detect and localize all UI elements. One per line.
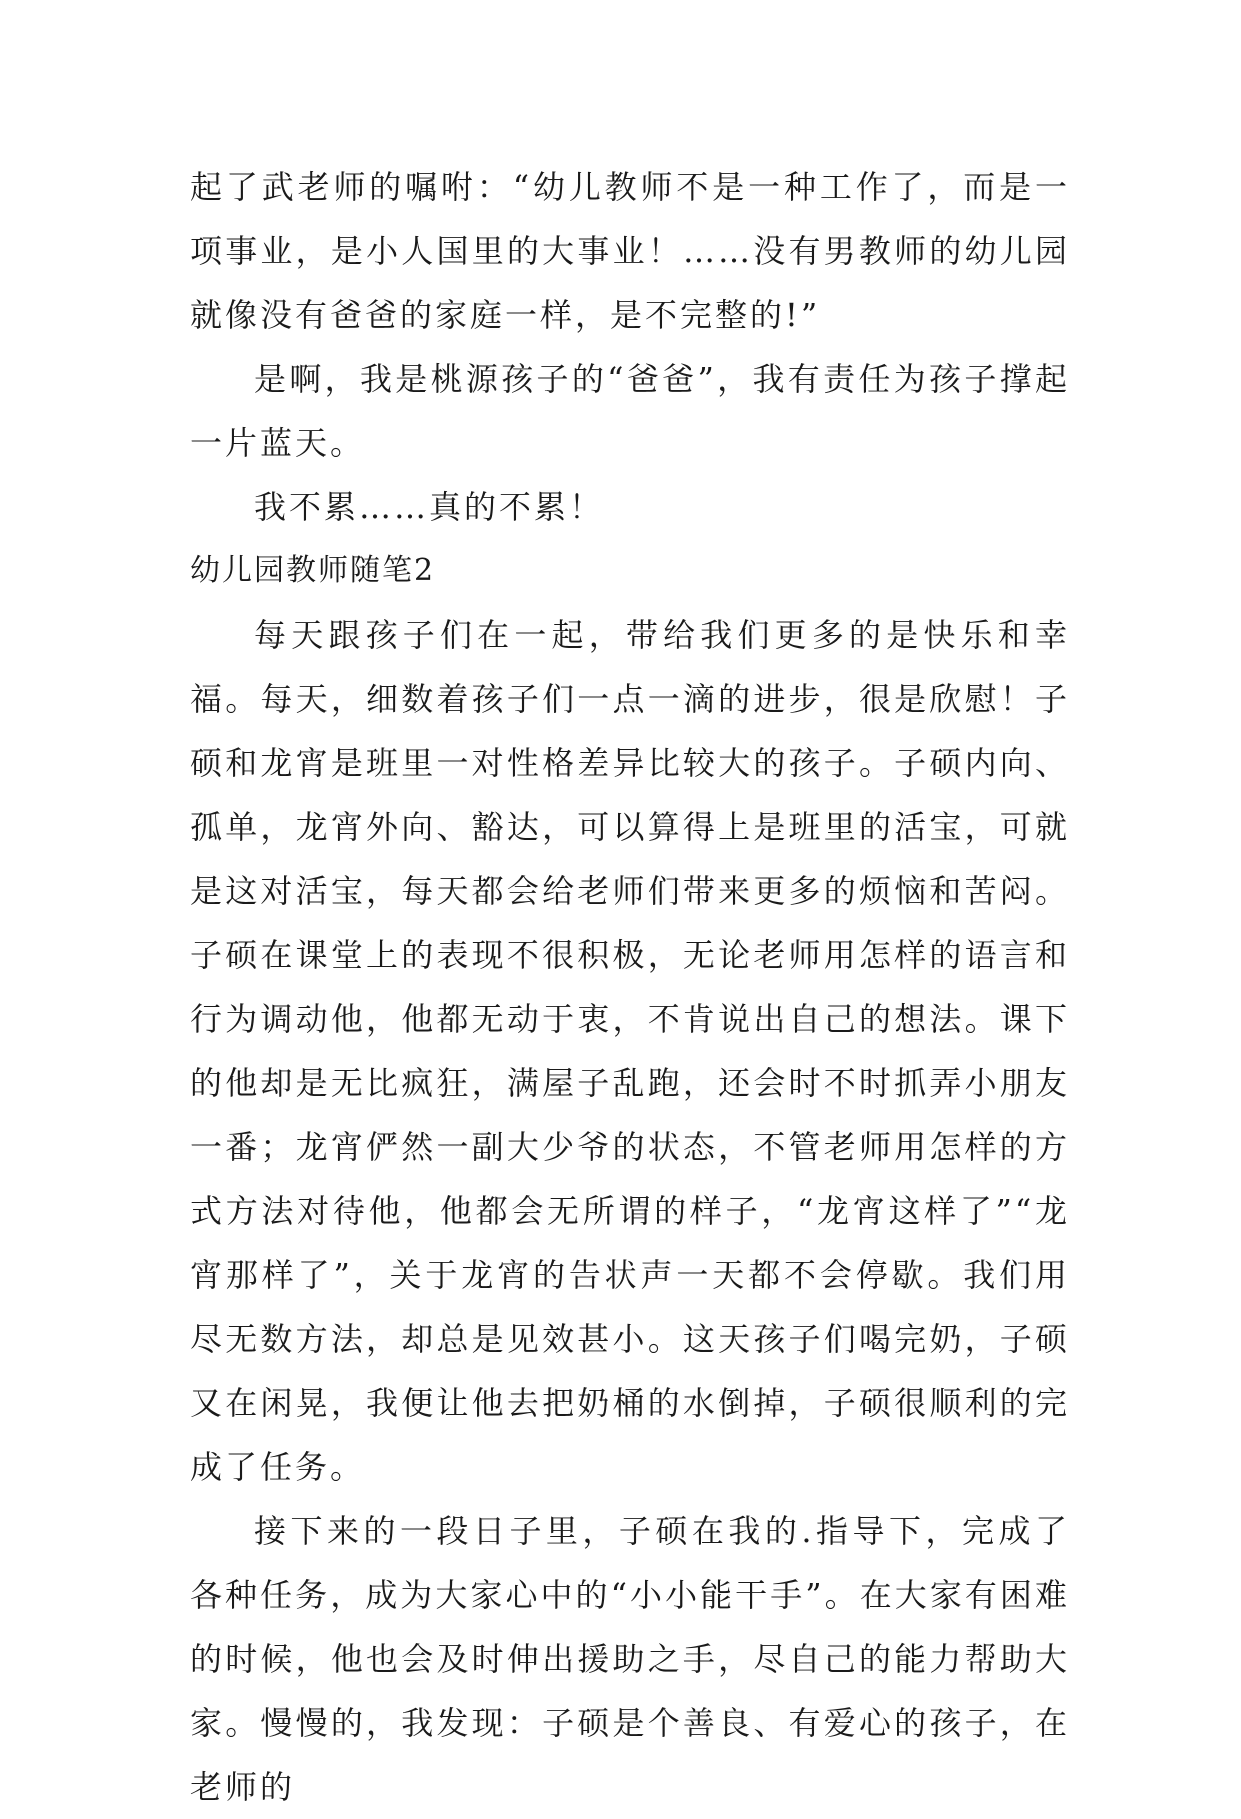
paragraph-not-tired: 我不累……真的不累！ [254, 488, 605, 526]
document-body [190, 155, 1070, 1819]
paragraph-quote-continuation: 起了武老师的嘱咐：“幼儿教师不是一种工作了，而是一项事业，是小人国里的大事业！……没有男教师的幼儿园就像没有爸爸的家庭一样，是不完整的!” [190, 168, 1070, 334]
section-heading: 幼儿园教师随笔2 [190, 553, 436, 588]
paragraph-children-story: 每天跟孩子们在一起，带给我们更多的是快乐和幸福。每天，细数着孩子们一点一滴的进步，很是欣慰！子硕和龙宵是班里一对性格差异比较大的孩子。子硕内向、孤单，龙宵外向、豁达，可以算得上是班里的活宝，可就是这对活宝，每天都会给老师们带来更多的烦恼和苦闷。子硕在课堂上的表现不很积极，无论老师用怎样的语言和行为调动他，他都无动于衷，不肯说出自己的想法。课下的他却是无比疯狂，满屋子乱跑，还会时不时抓弄小朋友一番；龙宵俨然一副大少爷的状态，不管老师用怎样的方式方法对待他，他都会无所谓的样子，“龙宵这样了”“龙宵那样了”，关于龙宵的告状声一天都不会停歇。我们用尽无数方法，却总是见效甚小。这天孩子们喝完奶，子硕又在闲晃，我便让他去把奶桶的水倒掉，子硕很顺利的完成了任务。 [190, 616, 1070, 1486]
paragraph-zishuo-progress: 接下来的一段日子里，子硕在我的.指导下，完成了各种任务，成为大家心中的“小小能干手”。在大家有困难的时候，他也会及时伸出援助之手，尽自己的能力帮助大家。慢慢的，我发现：子硕是个善良、有爱心的孩子，在老师的 [190, 1512, 1070, 1806]
paragraph-father-responsibility: 是啊，我是桃源孩子的“爸爸”，我有责任为孩子撑起一片蓝天。 [190, 360, 1070, 462]
